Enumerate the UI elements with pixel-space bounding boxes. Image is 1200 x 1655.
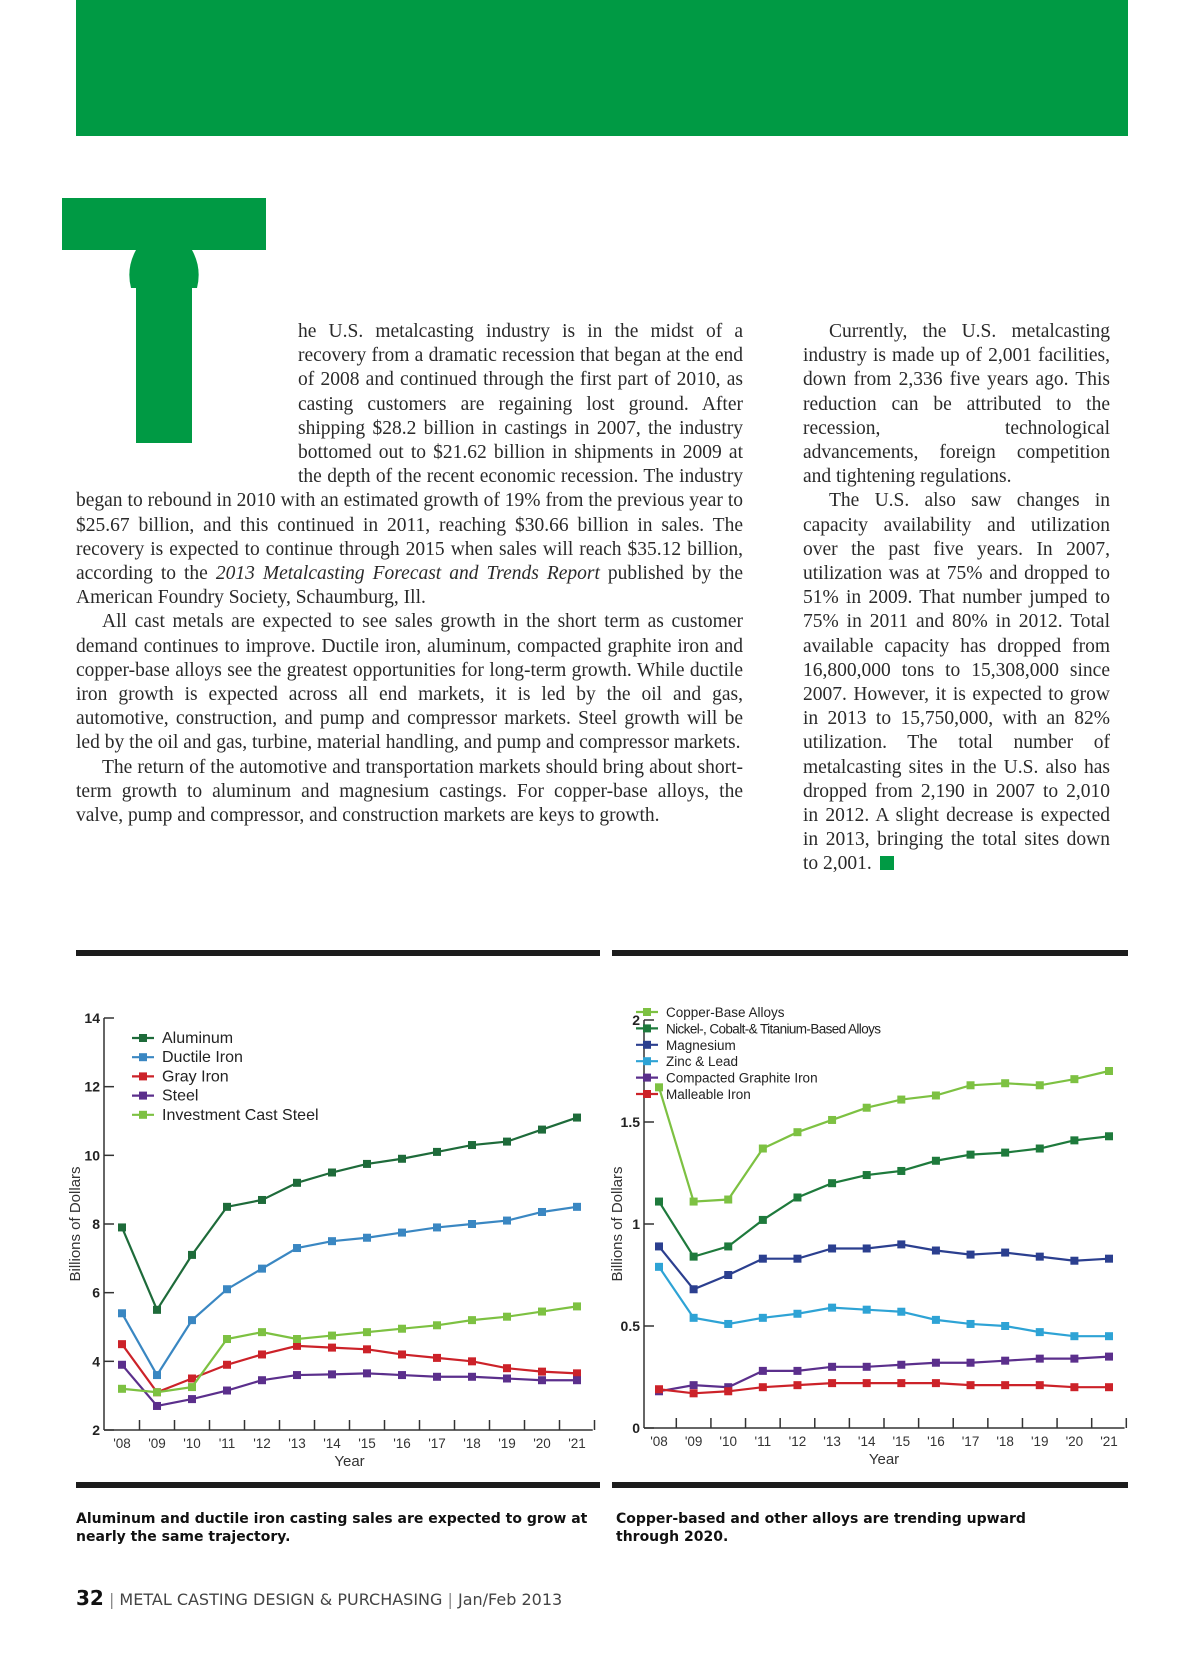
legend-label: Investment Cast Steel (162, 1106, 319, 1124)
data-point (759, 1314, 767, 1322)
chart-caption-left: Aluminum and ductile iron casting sales are expected to grow at nearly the same trajectory. (76, 1511, 588, 1545)
data-point (655, 1385, 663, 1393)
data-point (258, 1328, 266, 1336)
chart-top-rule (612, 950, 1128, 956)
data-point (897, 1167, 905, 1175)
data-point (258, 1350, 266, 1358)
legend-label: Compacted Graphite Iron (666, 1070, 818, 1086)
data-point (655, 1263, 663, 1271)
data-point (363, 1369, 371, 1377)
data-point (655, 1242, 663, 1250)
data-point (188, 1383, 196, 1391)
data-point (793, 1367, 801, 1375)
data-point (1070, 1355, 1078, 1363)
y-tick-label: 0 (632, 1420, 640, 1436)
data-point (363, 1345, 371, 1353)
data-point (863, 1244, 871, 1252)
data-point (223, 1285, 231, 1293)
data-point (1036, 1381, 1044, 1389)
data-point (759, 1216, 767, 1224)
x-tick-label: '11 (218, 1436, 236, 1451)
legend-swatch-marker (643, 1041, 651, 1049)
data-point (153, 1388, 161, 1396)
chart-cast-metals-sales (60, 990, 600, 1470)
data-point (1105, 1353, 1113, 1361)
data-point (759, 1367, 767, 1375)
data-point (724, 1196, 732, 1204)
data-point (793, 1310, 801, 1318)
y-tick-label: 10 (84, 1147, 100, 1164)
data-point (223, 1335, 231, 1343)
data-point (433, 1354, 441, 1362)
data-point (863, 1306, 871, 1314)
data-point (897, 1361, 905, 1369)
legend-swatch-marker (643, 1057, 651, 1065)
data-point (398, 1350, 406, 1358)
data-point (967, 1359, 975, 1367)
x-axis-title: Year (868, 1451, 900, 1468)
data-point (690, 1314, 698, 1322)
data-point (363, 1328, 371, 1336)
data-point (188, 1251, 196, 1259)
data-point (223, 1361, 231, 1369)
article-column-1 (76, 320, 743, 828)
data-point (828, 1363, 836, 1371)
data-point (897, 1308, 905, 1316)
article-paragraph: The return of the automotive and transportation markets should bring about short-term growth to aluminum and magnesium castings. For copper-base alloys, the valve, pump and compressor, and construction markets are keys to growth. (76, 756, 743, 827)
header-banner (76, 0, 1128, 136)
y-tick-label: 8 (92, 1216, 100, 1232)
y-tick-label: 1 (632, 1216, 640, 1232)
x-tick-label: '21 (1100, 1434, 1118, 1449)
data-point (793, 1381, 801, 1389)
legend-swatch-marker (643, 1008, 651, 1016)
data-point (573, 1203, 581, 1211)
data-point (655, 1083, 663, 1091)
data-point (724, 1387, 732, 1395)
legend-label: Aluminum (162, 1030, 234, 1047)
data-point (897, 1096, 905, 1104)
x-tick-label: '15 (892, 1434, 911, 1449)
data-point (1001, 1322, 1009, 1330)
data-point (328, 1332, 336, 1340)
legend-swatch-marker (139, 1111, 147, 1119)
data-point (1070, 1332, 1078, 1340)
data-point (538, 1208, 546, 1216)
data-point (967, 1320, 975, 1328)
data-point (967, 1151, 975, 1159)
data-point (293, 1335, 301, 1343)
x-tick-label: '17 (961, 1434, 980, 1449)
data-point (258, 1265, 266, 1273)
data-point (188, 1316, 196, 1324)
legend-label: Copper-Base Alloys (666, 1005, 785, 1020)
chart-bottom-rule (76, 1482, 600, 1488)
data-point (690, 1253, 698, 1261)
data-point (433, 1321, 441, 1329)
data-point (1036, 1253, 1044, 1261)
series-line (122, 1118, 577, 1310)
x-tick-label: '10 (183, 1436, 201, 1451)
data-point (328, 1237, 336, 1245)
data-point (328, 1169, 336, 1177)
data-point (1105, 1383, 1113, 1391)
data-point (293, 1342, 301, 1350)
legend-label: Magnesium (666, 1037, 736, 1053)
data-point (363, 1160, 371, 1168)
data-point (573, 1114, 581, 1122)
y-tick-label: 1.5 (620, 1114, 640, 1130)
data-point (897, 1379, 905, 1387)
data-point (503, 1364, 511, 1372)
x-tick-label: '18 (996, 1434, 1014, 1449)
data-point (503, 1217, 511, 1225)
legend-label: Zinc & Lead (666, 1054, 739, 1070)
data-point (398, 1371, 406, 1379)
data-point (1105, 1255, 1113, 1263)
data-point (1001, 1079, 1009, 1087)
article-paragraph: Currently, the U.S. metalcasting industry is made up of 2,001 facilities, down from 2,336 five years ago. This reduction can be attributed to the recession, technological advancements, foreign competition and tightening regulations. (803, 321, 1110, 488)
legend-swatch-marker (139, 1072, 147, 1080)
x-tick-label: '19 (498, 1436, 516, 1451)
data-point (793, 1193, 801, 1201)
data-point (1001, 1149, 1009, 1157)
legend-swatch-marker (643, 1074, 651, 1082)
data-point (932, 1359, 940, 1367)
data-point (1070, 1075, 1078, 1083)
x-tick-label: '18 (463, 1436, 481, 1451)
data-point (118, 1223, 126, 1231)
legend-label: Nickel-, Cobalt-& Titanium-Based Alloys (666, 1021, 881, 1037)
data-point (863, 1104, 871, 1112)
page-footer (76, 1586, 562, 1610)
data-point (293, 1179, 301, 1187)
chart-top-rule (76, 950, 600, 956)
x-tick-label: '09 (684, 1434, 703, 1449)
data-point (223, 1203, 231, 1211)
legend-label: Gray Iron (162, 1068, 229, 1086)
data-point (468, 1357, 476, 1365)
x-tick-label: '08 (650, 1434, 668, 1449)
data-point (828, 1116, 836, 1124)
data-point (293, 1371, 301, 1379)
data-point (1036, 1328, 1044, 1336)
data-point (759, 1383, 767, 1391)
data-point (932, 1157, 940, 1165)
end-mark-icon (880, 856, 894, 870)
data-point (118, 1340, 126, 1348)
data-point (433, 1223, 441, 1231)
data-point (724, 1271, 732, 1279)
data-point (1036, 1145, 1044, 1153)
legend-swatch-marker (139, 1034, 147, 1042)
legend-swatch-marker (139, 1092, 147, 1100)
y-tick-label: 0.5 (620, 1318, 640, 1334)
data-point (1105, 1132, 1113, 1140)
data-point (724, 1242, 732, 1250)
x-tick-label: '17 (428, 1436, 446, 1451)
data-point (468, 1141, 476, 1149)
data-point (967, 1251, 975, 1259)
data-point (932, 1247, 940, 1255)
data-point (690, 1389, 698, 1397)
data-point (1036, 1081, 1044, 1089)
article-paragraph: he U.S. metalcasting industry is in the midst of a recovery from a dramatic recession that began at the end of 2008 and continued through the first part of 2010, as casting customers are regaining lost ground. After shipping $28.2 billion in castings in 2007, the industry bottomed out to $21.62 billion in shipments in 2009 at the depth of the recent economic recession. The industry began to rebound in 2010 with an estimated growth of 19% from the previous year to $25.67 billion, and this continued in 2011, reaching $30.66 billion in sales. The recovery is expected to continue through 2015 when sales will reach $35.12 billion, according to the 2013 Metalcasting Forecast and Trends Report published by the American Foundry Society, Schaumburg, Ill. (76, 321, 744, 609)
data-point (1036, 1355, 1044, 1363)
data-point (828, 1179, 836, 1187)
data-point (188, 1395, 196, 1403)
chart-caption-right: Copper-based and other alloys are trending upward through 2020. (616, 1511, 1026, 1545)
data-point (118, 1361, 126, 1369)
x-tick-label: '19 (1030, 1434, 1049, 1449)
chart-alloy-sales (600, 990, 1130, 1468)
data-point (690, 1198, 698, 1206)
x-tick-label: '15 (358, 1436, 376, 1451)
legend-label: Malleable Iron (666, 1087, 751, 1102)
data-point (793, 1255, 801, 1263)
article-column-2 (803, 320, 1110, 877)
data-point (863, 1171, 871, 1179)
y-tick-label: 14 (84, 1010, 100, 1026)
data-point (398, 1229, 406, 1237)
data-point (398, 1325, 406, 1333)
data-point (153, 1306, 161, 1314)
data-point (468, 1316, 476, 1324)
data-point (828, 1244, 836, 1252)
data-point (573, 1369, 581, 1377)
data-point (690, 1381, 698, 1389)
data-point (573, 1376, 581, 1384)
y-tick-label: 4 (92, 1353, 100, 1370)
data-point (153, 1371, 161, 1379)
data-point (258, 1196, 266, 1204)
data-point (538, 1126, 546, 1134)
data-point (503, 1375, 511, 1383)
data-point (538, 1308, 546, 1316)
data-point (932, 1091, 940, 1099)
data-point (118, 1309, 126, 1317)
data-point (538, 1376, 546, 1384)
data-point (1070, 1383, 1078, 1391)
data-point (398, 1155, 406, 1163)
data-point (153, 1402, 161, 1410)
data-point (223, 1387, 231, 1395)
x-tick-label: '09 (148, 1436, 166, 1451)
data-point (967, 1081, 975, 1089)
x-tick-label: '16 (927, 1434, 945, 1449)
data-point (1105, 1067, 1113, 1075)
data-point (293, 1244, 301, 1252)
data-point (573, 1302, 581, 1310)
x-tick-label: '12 (788, 1434, 807, 1449)
x-tick-label: '08 (113, 1436, 131, 1451)
footer-separator: | (108, 1590, 115, 1609)
legend-label: Steel (162, 1087, 199, 1105)
x-tick-label: '11 (754, 1434, 772, 1449)
data-point (468, 1220, 476, 1228)
data-point (258, 1376, 266, 1384)
legend-swatch-marker (643, 1024, 651, 1032)
data-point (932, 1316, 940, 1324)
series-line (122, 1207, 577, 1375)
data-point (690, 1285, 698, 1293)
data-point (1001, 1381, 1009, 1389)
data-point (1001, 1357, 1009, 1365)
y-axis-title: Billions of Dollars (67, 1166, 84, 1282)
x-tick-label: '13 (288, 1436, 306, 1451)
y-tick-label: 2 (632, 1012, 640, 1028)
article-paragraph: The U.S. also saw changes in capacity availability and utilization over the past five years. In 2007, utilization was at 75% and dropped to 51% in 2009. That number jumped to 75% in 2011 and 80% in 2012. Total available capacity has dropped from 16,800,000 tons to 15,308,000 since 2007. However, it is expected to grow in 2013 to 15,750,000, with an 82% utilization. The total number of metalcasting sites in the U.S. also has dropped from 2,190 in 2007 to 2,010 in 2012. A slight decrease is expected in 2013, bringing the total sites down to 2,001. (803, 490, 1110, 875)
data-point (932, 1379, 940, 1387)
page-number: 32 (76, 1586, 104, 1610)
x-axis-title: Year (334, 1453, 365, 1470)
x-tick-label: '14 (857, 1434, 876, 1449)
data-point (538, 1368, 546, 1376)
data-point (1070, 1136, 1078, 1144)
data-point (503, 1138, 511, 1146)
y-tick-label: 12 (84, 1078, 100, 1095)
y-axis-title: Billions of Dollars (609, 1166, 626, 1282)
footer-separator: | (447, 1590, 453, 1609)
data-point (724, 1320, 732, 1328)
issue-date: Jan/Feb 2013 (458, 1590, 563, 1609)
data-point (759, 1145, 767, 1153)
y-tick-label: 2 (92, 1422, 100, 1438)
x-tick-label: '16 (393, 1436, 411, 1451)
x-tick-label: '12 (253, 1436, 271, 1451)
data-point (188, 1375, 196, 1383)
data-point (503, 1313, 511, 1321)
data-point (897, 1240, 905, 1248)
data-point (863, 1363, 871, 1371)
data-point (118, 1385, 126, 1393)
data-point (828, 1379, 836, 1387)
data-point (1070, 1257, 1078, 1265)
data-point (1105, 1332, 1113, 1340)
publication-name: METAL CASTING DESIGN & PURCHASING (119, 1590, 443, 1609)
data-point (363, 1234, 371, 1242)
chart-bottom-rule (612, 1482, 1128, 1488)
data-point (433, 1373, 441, 1381)
data-point (1001, 1249, 1009, 1257)
data-point (793, 1128, 801, 1136)
x-tick-label: '21 (568, 1436, 586, 1451)
data-point (828, 1304, 836, 1312)
x-tick-label: '10 (719, 1434, 738, 1449)
x-tick-label: '13 (823, 1434, 841, 1449)
data-point (759, 1255, 767, 1263)
data-point (863, 1379, 871, 1387)
data-point (433, 1148, 441, 1156)
legend-swatch-marker (643, 1090, 651, 1098)
legend-label: Ductile Iron (162, 1049, 243, 1067)
data-point (468, 1373, 476, 1381)
legend-swatch-marker (139, 1053, 147, 1061)
data-point (655, 1198, 663, 1206)
series-line (659, 1244, 1109, 1289)
article-paragraph: All cast metals are expected to see sales growth in the short term as customer demand continues to improve. Ductile iron, aluminum, compacted graphite iron and copper-base alloys see the greatest opportunities for long-term growth. While ductile iron growth is expected across all end markets, it is led by the oil and gas, automotive, construction, and pump and compressor markets. Steel growth will be led by the oil and gas, turbine, material handling, and pump and compressor markets. (76, 611, 743, 754)
x-tick-label: '20 (533, 1436, 551, 1451)
x-tick-label: '14 (323, 1436, 341, 1451)
data-point (328, 1370, 336, 1378)
y-tick-label: 6 (92, 1284, 100, 1301)
data-point (328, 1344, 336, 1352)
x-tick-label: '20 (1065, 1434, 1084, 1449)
data-point (967, 1381, 975, 1389)
